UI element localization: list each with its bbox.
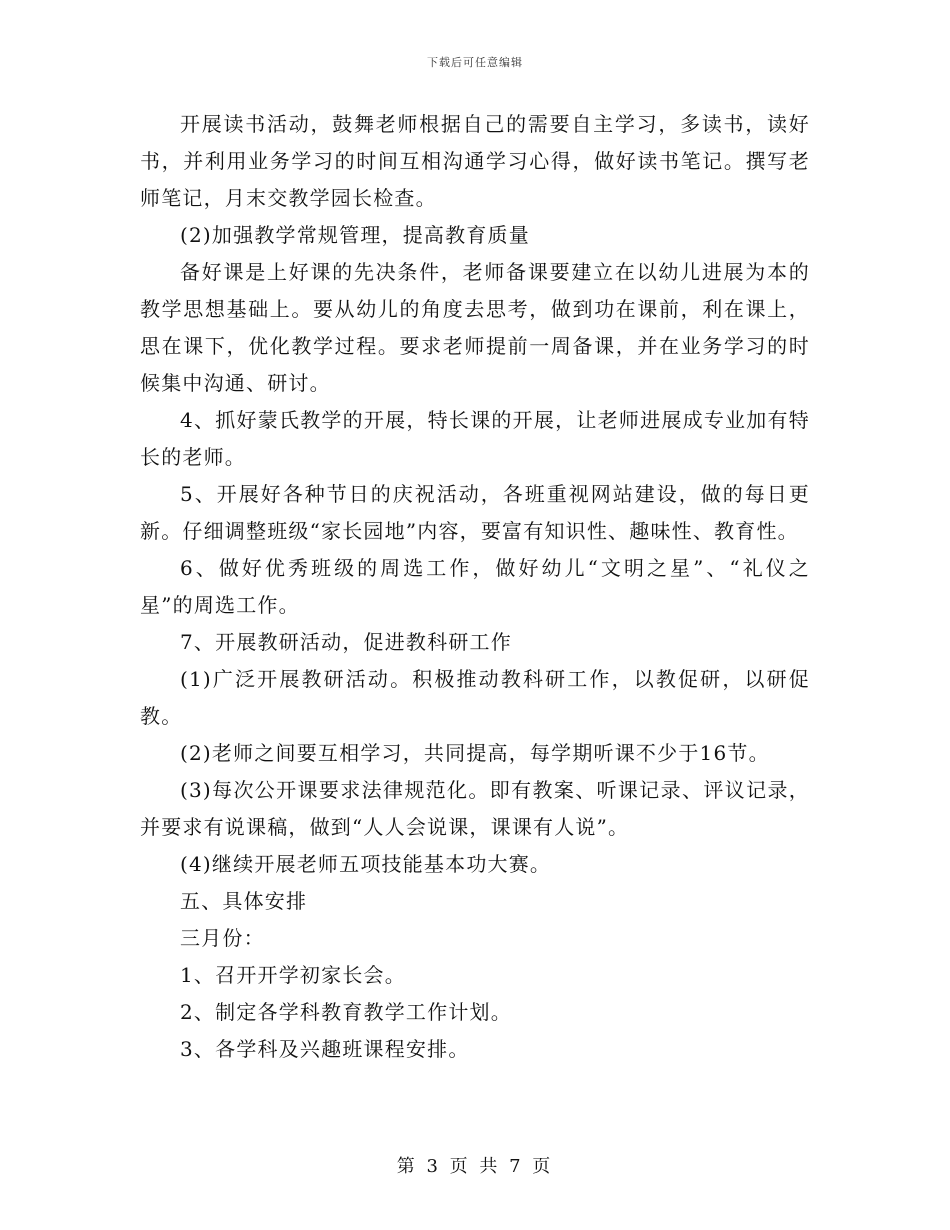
paragraph: 三月份： <box>180 926 265 950</box>
paragraph: 2、制定各学科教育教学工作计划。 <box>180 1000 512 1024</box>
paragraph: (4)继续开展老师五项技能基本功大赛。 <box>180 852 552 876</box>
paragraph: (3)每次公开课要求法律规范化。即有教案、听课记录、评议记录，并要求有说课稿，做到“人人会说课，课课有人说”。 <box>140 778 810 839</box>
paragraph: (2)老师之间要互相学习，共同提高，每学期听课不少于16节。 <box>180 741 770 765</box>
header-note: 下载后可任意编辑 <box>427 56 523 69</box>
paragraph: 4、抓好蒙氏教学的开展，特长课的开展，让老师进展成专业加有特长的老师。 <box>140 408 810 469</box>
paragraph: 7、开展教研活动，促进教科研工作 <box>180 630 512 654</box>
paragraph: 5、开展好各种节日的庆祝活动，各班重视网站建设，做的每日更新。仔细调整班级“家长园地”内容，要富有知识性、趣味性、教育性。 <box>140 482 810 543</box>
paragraph: (1)广泛开展教研活动。积极推动教科研工作，以教促研，以研促教。 <box>140 667 810 728</box>
paragraph: 3、各学科及兴趣班课程安排。 <box>180 1037 470 1061</box>
paragraph: 五、具体安排 <box>180 889 308 913</box>
body-text <box>140 106 810 1068</box>
paragraph: 1、召开开学初家长会。 <box>180 963 406 987</box>
paragraph: (2)加强教学常规管理，提高教育质量 <box>180 223 530 247</box>
paragraph: 6、做好优秀班级的周选工作，做好幼儿“文明之星”、“礼仪之星”的周选工作。 <box>140 556 810 617</box>
paragraph: 备好课是上好课的先决条件，老师备课要建立在以幼儿进展为本的教学思想基础上。要从幼儿的角度去思考，做到功在课前，利在课上，思在课下，优化教学过程。要求老师提前一周备课，并在业务学习的时候集中沟通、研讨。 <box>140 260 810 395</box>
paragraph: 开展读书活动，鼓舞老师根据自己的需要自主学习，多读书，读好书，并利用业务学习的时间互相沟通学习心得，做好读书笔记。撰写老师笔记，月末交教学园长检查。 <box>140 112 810 210</box>
page-number: 第 3 页 共 7 页 <box>396 1156 554 1177</box>
